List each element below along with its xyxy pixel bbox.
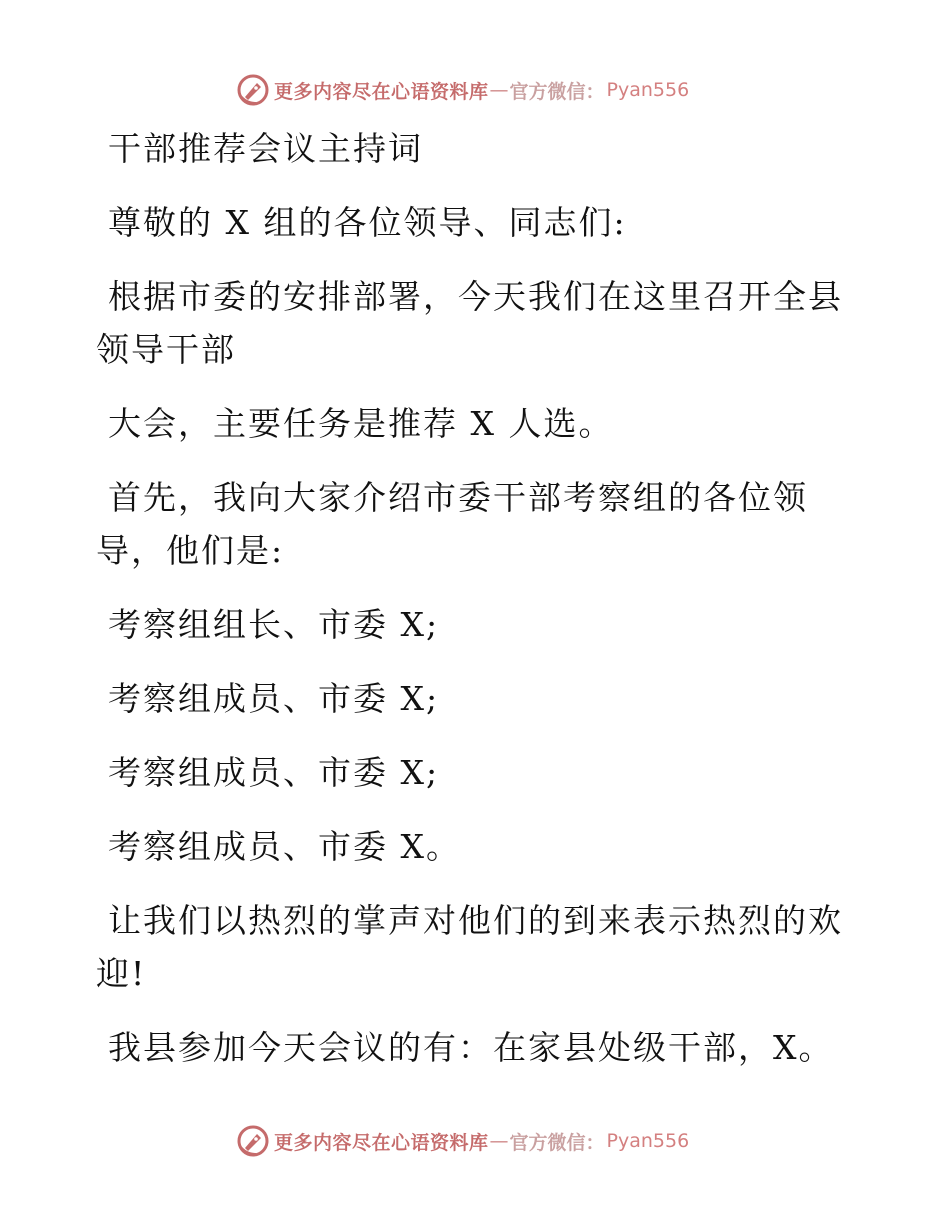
pen-nib-circle-icon: [236, 73, 270, 107]
paragraph-member-2: 考察组成员、市委 X;: [108, 753, 440, 792]
paragraph-member-leader: 考察组组长、市委 X;: [108, 605, 440, 644]
document-body: [96, 122, 856, 1095]
document-title: 干部推荐会议主持词: [108, 129, 423, 168]
watermark-wechat-id: Pyan556: [606, 1130, 690, 1152]
paragraph-member-1: 考察组成员、市委 X;: [108, 679, 440, 718]
watermark-brand-text: 更多内容尽在心语资料库: [274, 80, 489, 103]
watermark-separator: —: [489, 79, 509, 101]
watermark-wechat-label: 官方微信：: [509, 80, 605, 103]
watermark-brand-text: 更多内容尽在心语资料库: [274, 1131, 489, 1154]
watermark-wechat-id: Pyan556: [606, 79, 690, 101]
paragraph-arrangement: 根据市委的安排部署，今天我们在这里召开全县领导干部: [96, 277, 843, 369]
paragraph-task: 大会，主要任务是推荐 X 人选。: [108, 404, 614, 443]
paragraph-introduction: 首先，我向大家介绍市委干部考察组的各位领导，他们是:: [96, 478, 808, 570]
pen-nib-circle-icon: [236, 1124, 270, 1158]
paragraph-welcome: 让我们以热烈的掌声对他们的到来表示热烈的欢迎!: [96, 901, 843, 993]
watermark-wechat-label: 官方微信：: [509, 1131, 605, 1154]
footer-watermark: [236, 1124, 689, 1158]
paragraph-attendees: 我县参加今天会议的有：在家县处级干部，X。: [108, 1028, 834, 1067]
paragraph-greeting: 尊敬的 X 组的各位领导、同志们:: [108, 203, 627, 242]
paragraph-member-3: 考察组成员、市委 X。: [108, 827, 461, 866]
header-watermark: [236, 73, 689, 107]
watermark-separator: —: [489, 1130, 509, 1152]
